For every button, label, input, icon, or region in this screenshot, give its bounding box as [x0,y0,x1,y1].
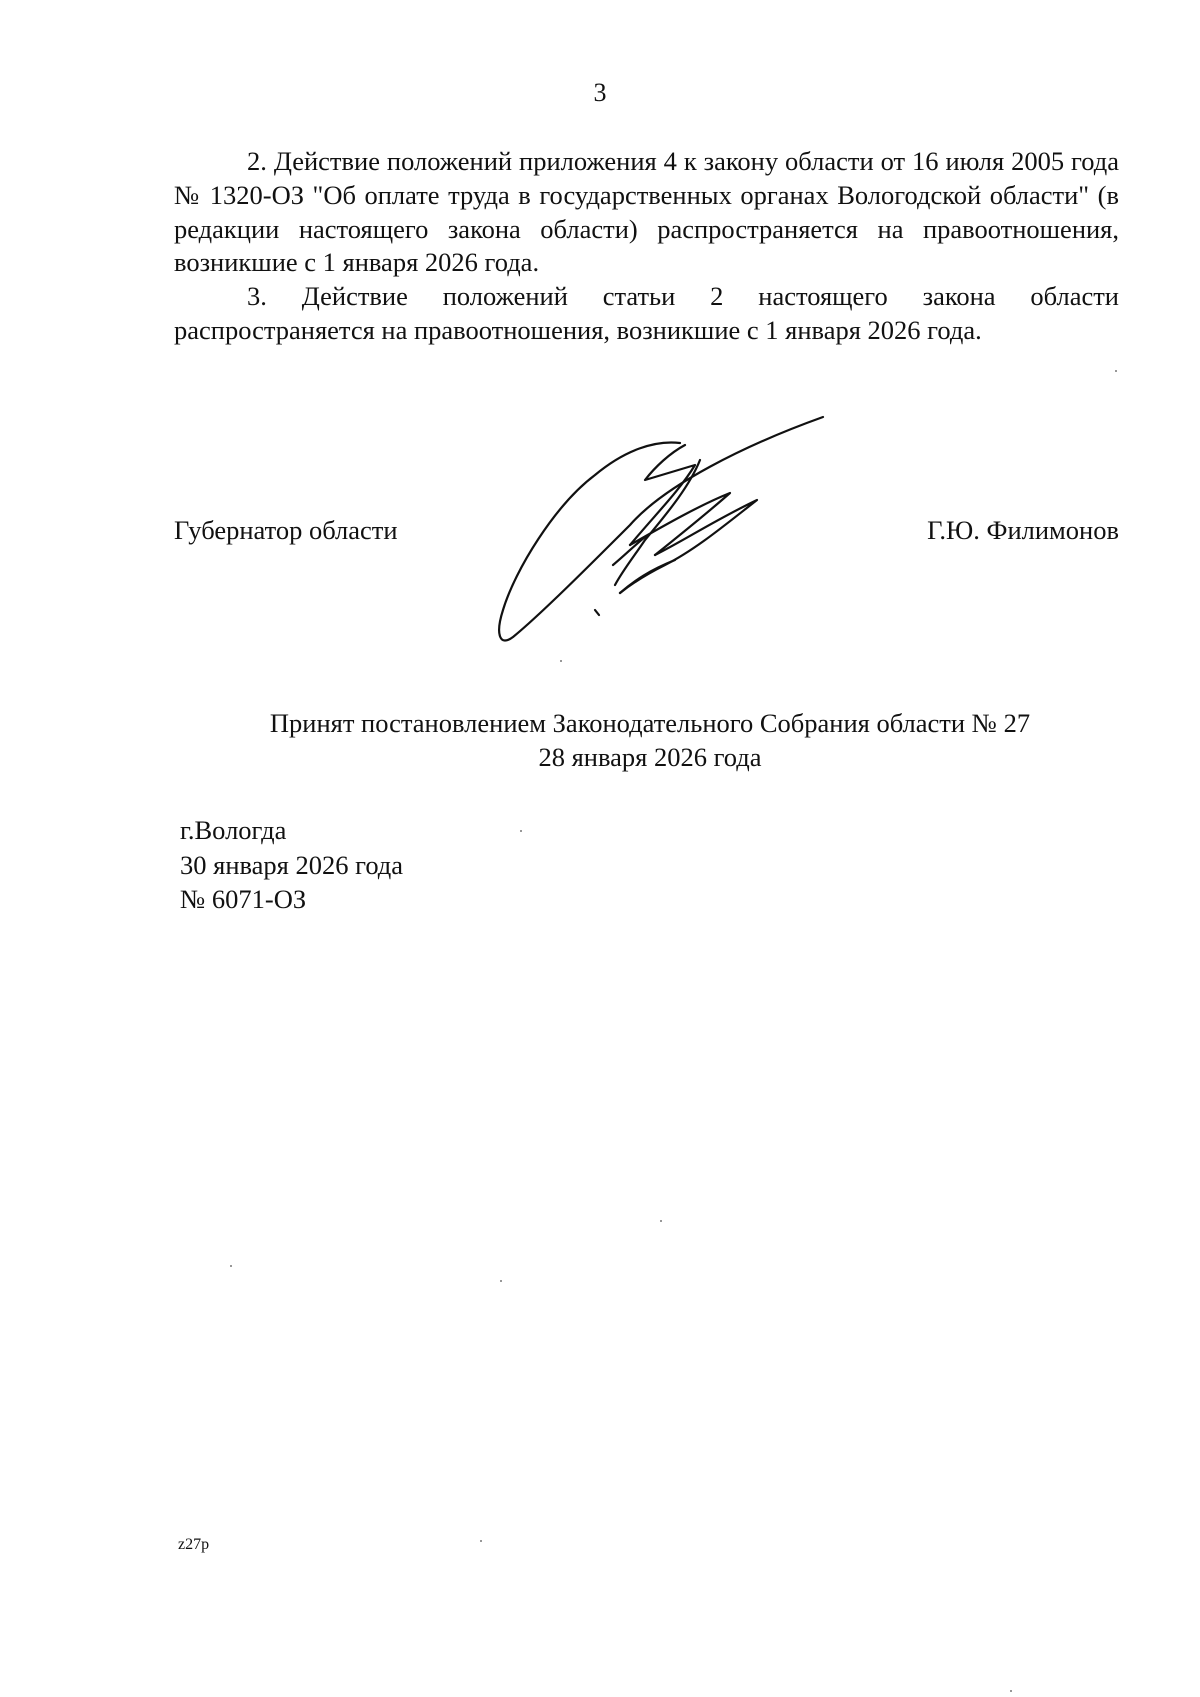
adoption-resolution: Принят постановлением Законодательного Собрания области № 27 [269,708,1031,738]
document-code: z27p [178,1536,210,1553]
scan-speck [480,1540,482,1542]
scan-speck [660,1220,662,1222]
adoption-note [0,706,1200,774]
scan-speck [1115,370,1117,372]
clause-2: 2. Действие положений приложения 4 к закону области от 16 июля 2005 года № 1320-ОЗ "Об оплате труда в государственных органах Вологодской области" (в редакции настоящего закона области) распространяется на правоотношения, возникшие с 1 января 2026 года. [174,146,1119,278]
scan-speck [500,1280,502,1282]
signing-date: 30 января 2026 года [180,849,404,880]
page-number: 3 [593,78,607,107]
law-number: № 6071-ОЗ [180,884,307,914]
adoption-date: 28 января 2026 года [538,742,762,772]
city: г.Вологда [180,815,287,845]
scan-speck [1010,1690,1012,1692]
place-date-block [180,813,403,917]
law-clauses [174,145,1119,348]
scan-speck [520,830,522,832]
handwritten-signature [495,405,835,650]
clause-3: 3. Действие положений статьи 2 настоящего закона области распространяется на правоотношения, возникшие с 1 января 2026 года. [174,281,1119,345]
governor-name: Г.Ю. Филимонов [927,515,1119,545]
scan-speck [230,1265,232,1267]
governor-title: Губернатор области [174,515,398,545]
scan-speck [560,660,562,662]
